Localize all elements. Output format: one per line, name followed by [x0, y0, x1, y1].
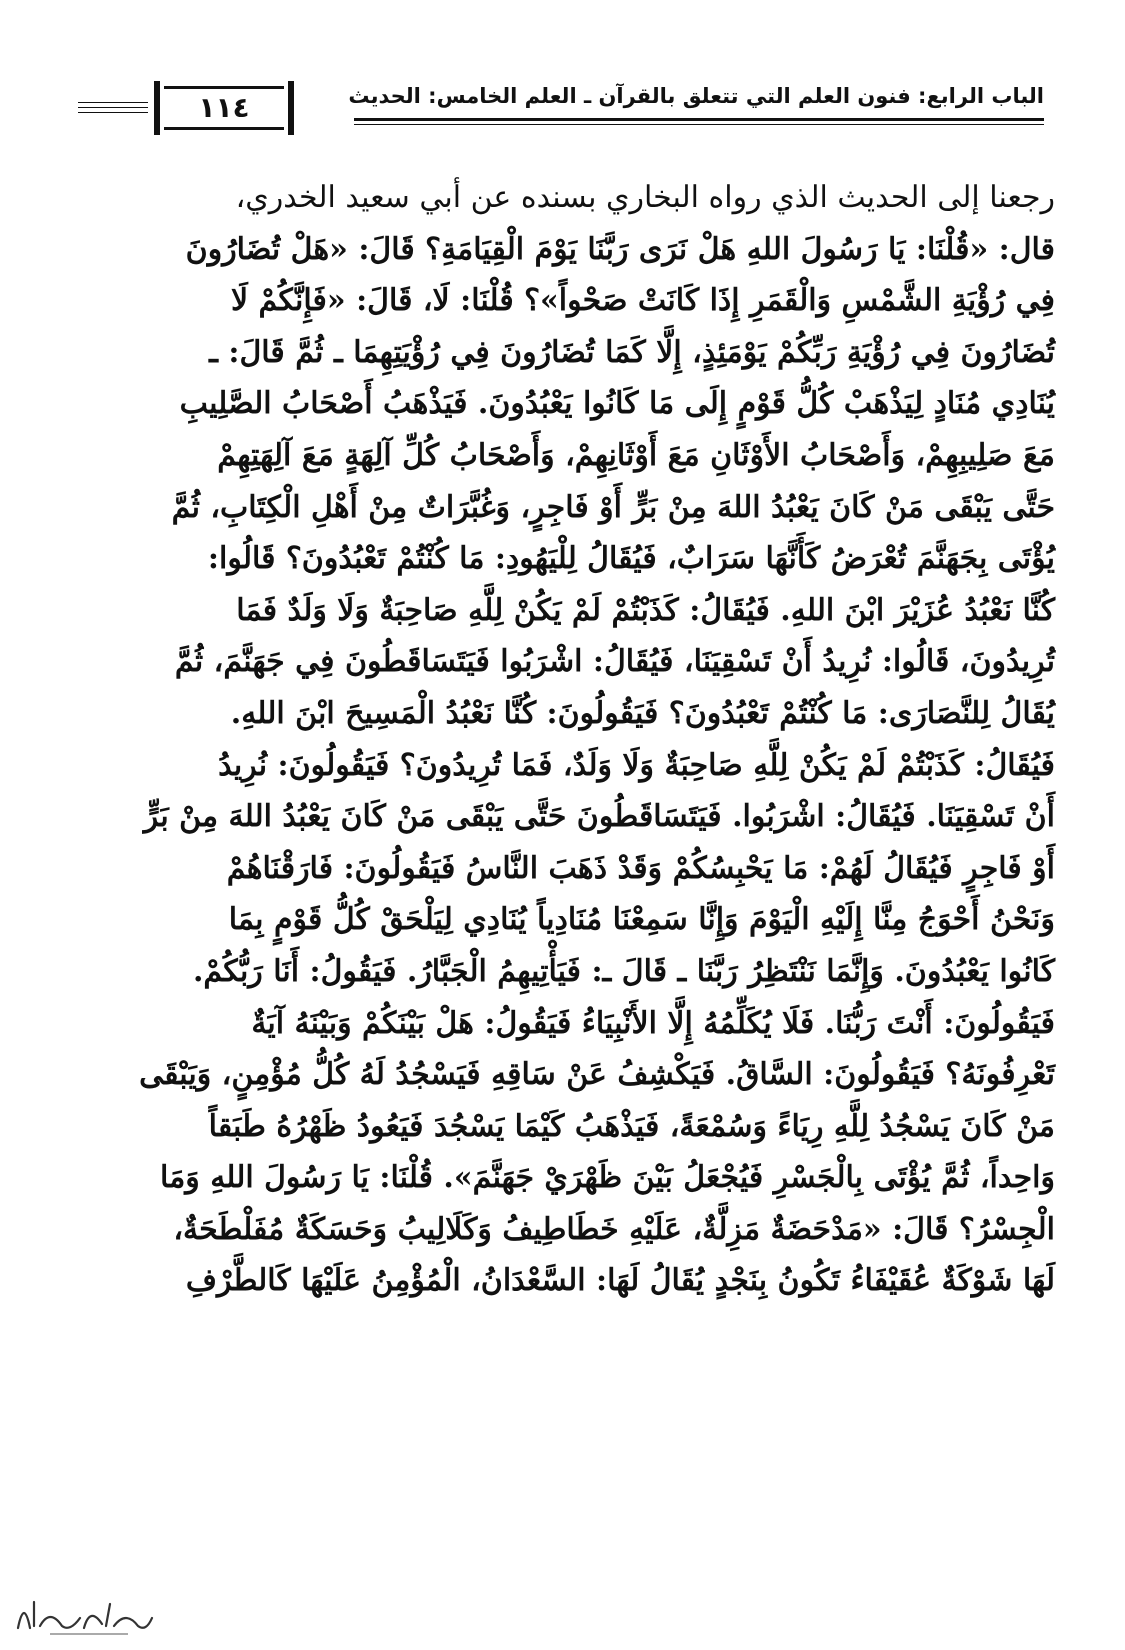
running-header: [78, 78, 1044, 134]
text-line: حَتَّى يَبْقَى مَنْ كَانَ يَعْبُدُ اللهَ مِنْ بَرٍّ أَوْ فَاجِرٍ، وَغُبَّرَاتٌ مِنْ أَهْلِ الْكِتَابِ، ثُمَّ: [171, 489, 1055, 525]
text-line: قال: «قُلْنَا: يَا رَسُولَ اللهِ هَلْ نَرَى رَبَّنَا يَوْمَ الْقِيَامَةِ؟ قَالَ: «هَلْ تُضَارُونَ: [185, 231, 1055, 267]
header-rule-thick: [354, 118, 1044, 121]
text-line: مَعَ صَلِيبِهِمْ، وَأَصْحَابُ الأَوْثَانِ مَعَ أَوْثَانِهِمْ، وَأَصْحَابُ كُلِّ آلِهَةٍ مَعَ آلِهَتِهِمْ: [217, 437, 1055, 473]
text-line: كُنَّا نَعْبُدُ عُزَيْرَ ابْنَ اللهِ. فَيُقَالُ: كَذَبْتُمْ لَمْ يَكُنْ لِلَّهِ صَاحِبَةٌ وَلَا وَلَدٌ فَمَا: [236, 592, 1055, 628]
text-line: تُرِيدُونَ، قَالُوا: نُرِيدُ أَنْ تَسْقِيَنَا، فَيُقَالُ: اشْرَبُوا فَيَتَسَاقَطُونَ فِي جَهَنَّمَ، ثُمَّ: [174, 644, 1055, 680]
text-line: فِي رُؤْيَةِ الشَّمْسِ وَالْقَمَرِ إِذَا كَانَتْ صَحْواً»؟ قُلْنَا: لَا، قَالَ: «فَإِنَّكُمْ لَا: [230, 283, 1055, 319]
publisher-logo: [10, 1588, 160, 1638]
text-line: مَنْ كَانَ يَسْجُدُ لِلَّهِ رِيَاءً وَسُمْعَةً، فَيَذْهَبُ كَيْمَا يَسْجُدَ فَيَعُودُ ظَهْرُهُ طَبَقاً: [208, 1108, 1055, 1144]
text-line: لَهَا شَوْكَةٌ عُقَيْفَاءُ تَكُونُ بِنَجْدٍ يُقَالُ لَهَا: السَّعْدَانُ، الْمُؤْمِنُ عَلَيْهَا كَالطَّرْفِ: [185, 1263, 1055, 1299]
text-line: تَعْرِفُونَهُ؟ فَيَقُولُونَ: السَّاقُ. فَيَكْشِفُ عَنْ سَاقِهِ فَيَسْجُدُ لَهُ كُلُّ مُؤْمِنٍ، وَيَبْقَى: [139, 1057, 1055, 1093]
header-title: الباب الرابع: فنون العلم التي تتعلق بالقرآن ـ العلم الخامس: الحديث: [348, 84, 1044, 108]
body-text: [78, 172, 1055, 1307]
text-line: يُؤْتَى بِجَهَنَّمَ تُعْرَضُ كَأَنَّهَا سَرَابٌ، فَيُقَالُ لِلْيَهُودِ: مَا كُنْتُمْ تَعْبُدُونَ؟ قَالُوا:: [207, 541, 1055, 577]
text-line: كَانُوا يَعْبُدُونَ. وَإِنَّمَا نَنْتَظِرُ رَبَّنَا ـ قَالَ ـ: فَيَأْتِيهِمُ الْجَبَّارُ. فَيَقُولُ: أَنَا رَبُّكُمْ.: [192, 953, 1055, 989]
text-line: فَيَقُولُونَ: أَنْتَ رَبُّنَا. فَلَا يُكَلِّمُهُ إِلَّا الأَنْبِيَاءُ فَيَقُولُ: هَلْ بَيْنَكُمْ وَبَيْنَهُ آيَةٌ: [251, 1005, 1055, 1041]
text-line: وَاحِداً، ثُمَّ يُؤْتَى بِالْجَسْرِ فَيُجْعَلُ بَيْنَ ظَهْرَيْ جَهَنَّمَ». قُلْنَا: يَا رَسُولَ اللهِ وَمَا: [160, 1160, 1055, 1196]
text-line: رجعنا إلى الحديث الذي رواه البخاري بسنده عن أبي سعيد الخدري،: [235, 180, 1055, 215]
page-number: ١١٤: [164, 86, 284, 130]
text-line: وَنَحْنُ أَحْوَجُ مِنَّا إِلَيْهِ الْيَوْمَ وَإِنَّا سَمِعْنَا مُنَادِياً يُنَادِي لِيَلْحَقْ كُلُّ قَوْمٍ بِمَا: [228, 902, 1055, 938]
text-line: أَنْ تَسْقِيَنَا. فَيُقَالُ: اشْرَبُوا. فَيَتَسَاقَطُونَ حَتَّى يَبْقَى مَنْ كَانَ يَعْبُدُ اللهَ مِنْ بَرٍّ: [143, 799, 1055, 835]
text-line: الْجِسْرُ؟ قَالَ: «مَدْحَضَةٌ مَزِلَّةٌ، عَلَيْهِ خَطَاطِيفُ وَكَلَالِيبُ وَحَسَكَةٌ مُفَلْطَحَةٌ،: [173, 1211, 1055, 1247]
header-ornament-lines: [78, 102, 148, 118]
text-line: يُنَادِي مُنَادٍ لِيَذْهَبْ كُلُّ قَوْمٍ إِلَى مَا كَانُوا يَعْبُدُونَ. فَيَذْهَبُ أَصْحَابُ الصَّلِيبِ: [179, 386, 1055, 422]
text-line: فَيُقَالُ: كَذَبْتُمْ لَمْ يَكُنْ لِلَّهِ صَاحِبَةٌ وَلَا وَلَدٌ، فَمَا تُرِيدُونَ؟ فَيَقُولُونَ: نُرِيدُ: [218, 747, 1055, 783]
text-line: يُقَالُ لِلنَّصَارَى: مَا كُنْتُمْ تَعْبُدُونَ؟ فَيَقُولُونَ: كُنَّا نَعْبُدُ الْمَسِيحَ ابْنَ اللهِ.: [230, 695, 1055, 731]
text-line: أَوْ فَاجِرٍ فَيُقَالُ لَهُمْ: مَا يَحْبِسُكُمْ وَقَدْ ذَهَبَ النَّاسُ فَيَقُولُونَ: فَارَقْنَاهُمْ: [226, 850, 1055, 886]
text-line: تُضَارُونَ فِي رُؤْيَةِ رَبِّكُمْ يَوْمَئِذٍ، إِلَّا كَمَا تُضَارُونَ فِي رُؤْيَتِهِمَا ـ ثُمَّ قَالَ: ـ: [209, 334, 1055, 370]
header-rule-thin: [354, 124, 1044, 125]
